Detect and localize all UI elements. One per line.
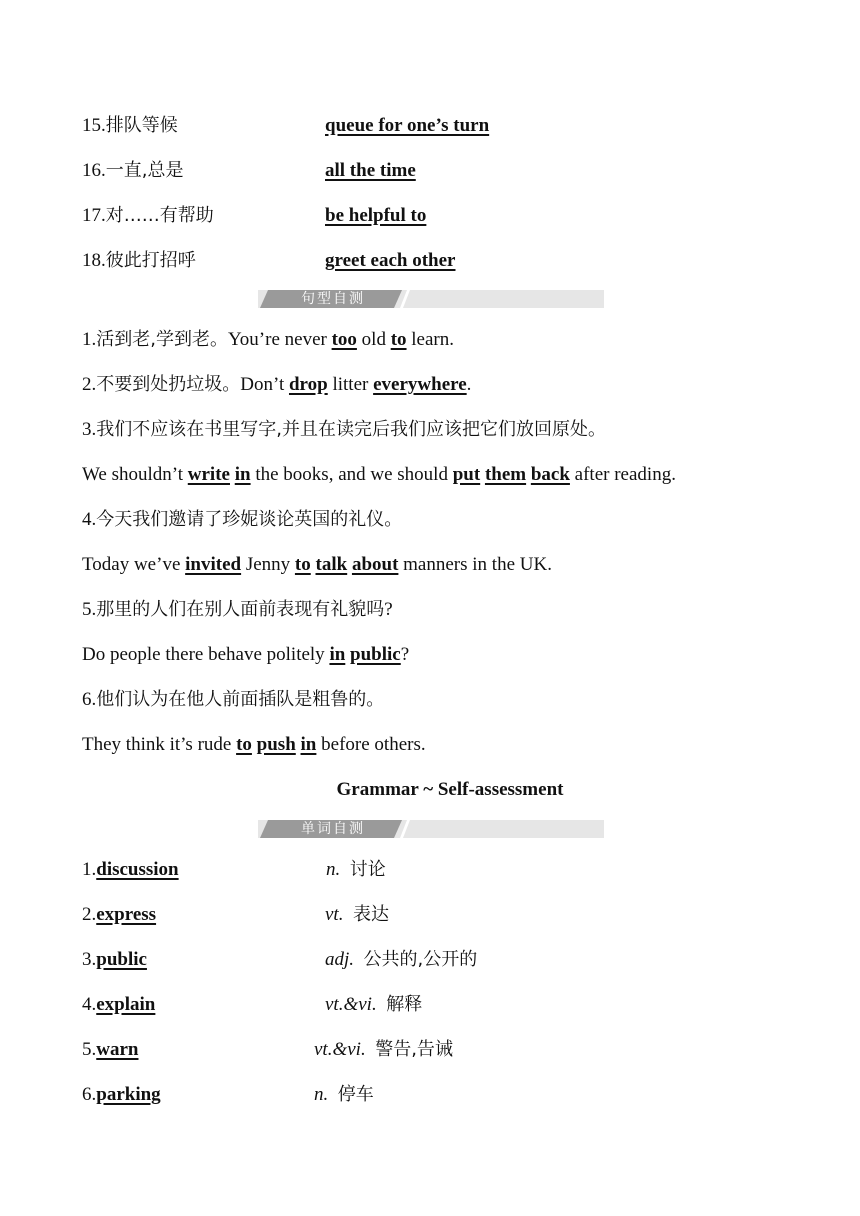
answer-text: talk	[315, 554, 348, 575]
word-definition	[314, 1038, 453, 1062]
phrase-row	[82, 159, 183, 183]
item-number: 2.	[82, 374, 97, 395]
part-of-speech: vt.&vi.	[325, 994, 377, 1015]
word-chinese: 讨论	[349, 859, 386, 880]
sentence-text: Do people there behave politely	[82, 644, 330, 665]
word-definition	[326, 858, 386, 882]
answer-text: be helpful to	[325, 205, 427, 226]
item-number: 5.	[82, 1039, 97, 1060]
answer-text: in	[300, 734, 317, 755]
part-of-speech: adj.	[325, 949, 355, 970]
sentence-chinese: 不要到处扔垃圾。	[96, 374, 241, 395]
answer-text: discussion	[96, 859, 179, 880]
sentence-text: We shouldn’t	[82, 464, 188, 485]
sentence-chinese: 活到老,学到老。	[96, 329, 228, 350]
word-chinese: 表达	[352, 904, 389, 925]
sentence-text: old	[356, 329, 391, 350]
answer-text: greet each other	[325, 250, 456, 271]
answer-text: to	[294, 554, 311, 575]
question-mark: ?	[384, 599, 393, 620]
answer-text: all the time	[325, 160, 416, 181]
sentence-text: .	[466, 374, 472, 395]
section-banner-sentences	[258, 290, 604, 308]
item-number: 6.	[82, 1084, 97, 1105]
item-number: 3.	[82, 419, 97, 440]
phrase-row	[82, 204, 214, 228]
sentence-chinese: 我们不应该在书里写字,并且在读完后我们应该把它们放回原处。	[96, 419, 606, 440]
sentence-1	[82, 328, 454, 352]
sentence-6-english	[82, 733, 426, 757]
answer-text: queue for one’s turn	[325, 115, 490, 136]
sentence-text: Today we’ve	[82, 554, 186, 575]
sentence-text: ?	[400, 644, 410, 665]
sentence-text: after reading.	[569, 464, 676, 485]
sentence-text: the books, and we should	[250, 464, 453, 485]
word-chinese: 停车	[337, 1084, 374, 1105]
sentence-text: They think it’s rude	[82, 734, 237, 755]
item-number: 4.	[82, 509, 97, 530]
answer-text: parking	[96, 1084, 161, 1105]
item-number: 4.	[82, 994, 97, 1015]
sentence-chinese: 那里的人们在别人面前表现有礼貌吗	[96, 599, 385, 620]
phrase-answer	[325, 249, 455, 273]
phrase-row	[82, 114, 178, 138]
part-of-speech: vt.	[325, 904, 344, 925]
answer-text: invited	[185, 554, 242, 575]
answer-text: write	[187, 464, 230, 485]
part-of-speech: n.	[314, 1084, 329, 1105]
sentence-chinese: 今天我们邀请了珍妮谈论英国的礼仪。	[96, 509, 403, 530]
sentence-4-english	[82, 553, 552, 577]
answer-text: back	[530, 464, 570, 485]
phrase-chinese: 彼此打招呼	[105, 250, 196, 271]
sentence-3-chinese	[82, 418, 606, 442]
phrase-chinese: 对……有帮助	[105, 205, 214, 226]
part-of-speech: n.	[326, 859, 341, 880]
answer-text: public	[350, 644, 401, 665]
sentence-text: learn.	[406, 329, 455, 350]
phrase-chinese: 排队等候	[105, 115, 178, 136]
banner-label: 单词自测	[301, 821, 365, 837]
answer-text: drop	[288, 374, 328, 395]
answer-text: express	[96, 904, 157, 925]
answer-text: to	[390, 329, 407, 350]
section-banner-words	[258, 820, 604, 838]
item-number: 16.	[82, 160, 106, 181]
word-chinese: 警告,告诫	[375, 1039, 453, 1060]
phrase-answer	[325, 159, 416, 183]
answer-text: public	[96, 949, 147, 970]
sentence-text: before others.	[316, 734, 426, 755]
word-row	[82, 858, 179, 882]
answer-text: in	[234, 464, 251, 485]
sentence-5-english	[82, 643, 409, 667]
item-number: 15.	[82, 115, 106, 136]
word-definition	[314, 1083, 374, 1107]
phrase-row	[82, 249, 196, 273]
answer-text: explain	[96, 994, 156, 1015]
sentence-3-english	[82, 463, 676, 487]
answer-text: about	[351, 554, 399, 575]
word-row	[82, 993, 155, 1017]
sentence-5-chinese	[82, 598, 393, 622]
item-number: 6.	[82, 689, 97, 710]
item-number: 17.	[82, 205, 106, 226]
item-number: 3.	[82, 949, 97, 970]
phrase-answer	[325, 204, 426, 228]
answer-text: everywhere	[373, 374, 467, 395]
sentence-chinese: 他们认为在他人前面插队是粗鲁的。	[96, 689, 385, 710]
sentence-text: Jenny	[241, 554, 295, 575]
word-chinese: 解释	[386, 994, 423, 1015]
answer-text: warn	[96, 1039, 139, 1060]
word-definition	[325, 948, 477, 972]
word-chinese: 公共的,公开的	[363, 949, 478, 970]
answer-text: push	[256, 734, 296, 755]
sentence-text: manners in the UK.	[398, 554, 552, 575]
item-number: 2.	[82, 904, 97, 925]
sentence-text: You’re never	[227, 329, 332, 350]
item-number: 1.	[82, 329, 97, 350]
item-number: 5.	[82, 599, 97, 620]
section-heading: Grammar ~ Self-assessment	[336, 779, 564, 800]
answer-text: put	[452, 464, 481, 485]
word-row	[82, 1083, 161, 1107]
answer-text: too	[331, 329, 357, 350]
answer-text: to	[236, 734, 252, 755]
answer-text: in	[329, 644, 346, 665]
item-number: 18.	[82, 250, 106, 271]
word-row	[82, 1038, 138, 1062]
sentence-4-chinese	[82, 508, 402, 532]
sentence-text: Don’t	[240, 374, 289, 395]
sentence-2	[82, 373, 471, 397]
word-row	[82, 903, 156, 927]
answer-text: them	[484, 464, 527, 485]
word-definition	[325, 993, 422, 1017]
word-definition	[325, 903, 389, 927]
item-number: 1.	[82, 859, 97, 880]
word-row	[82, 948, 147, 972]
phrase-answer	[325, 114, 489, 138]
part-of-speech: vt.&vi.	[314, 1039, 366, 1060]
banner-label: 句型自测	[301, 291, 365, 307]
phrase-chinese: 一直,总是	[105, 160, 184, 181]
sentence-text: litter	[327, 374, 374, 395]
sentence-6-chinese	[82, 688, 384, 712]
